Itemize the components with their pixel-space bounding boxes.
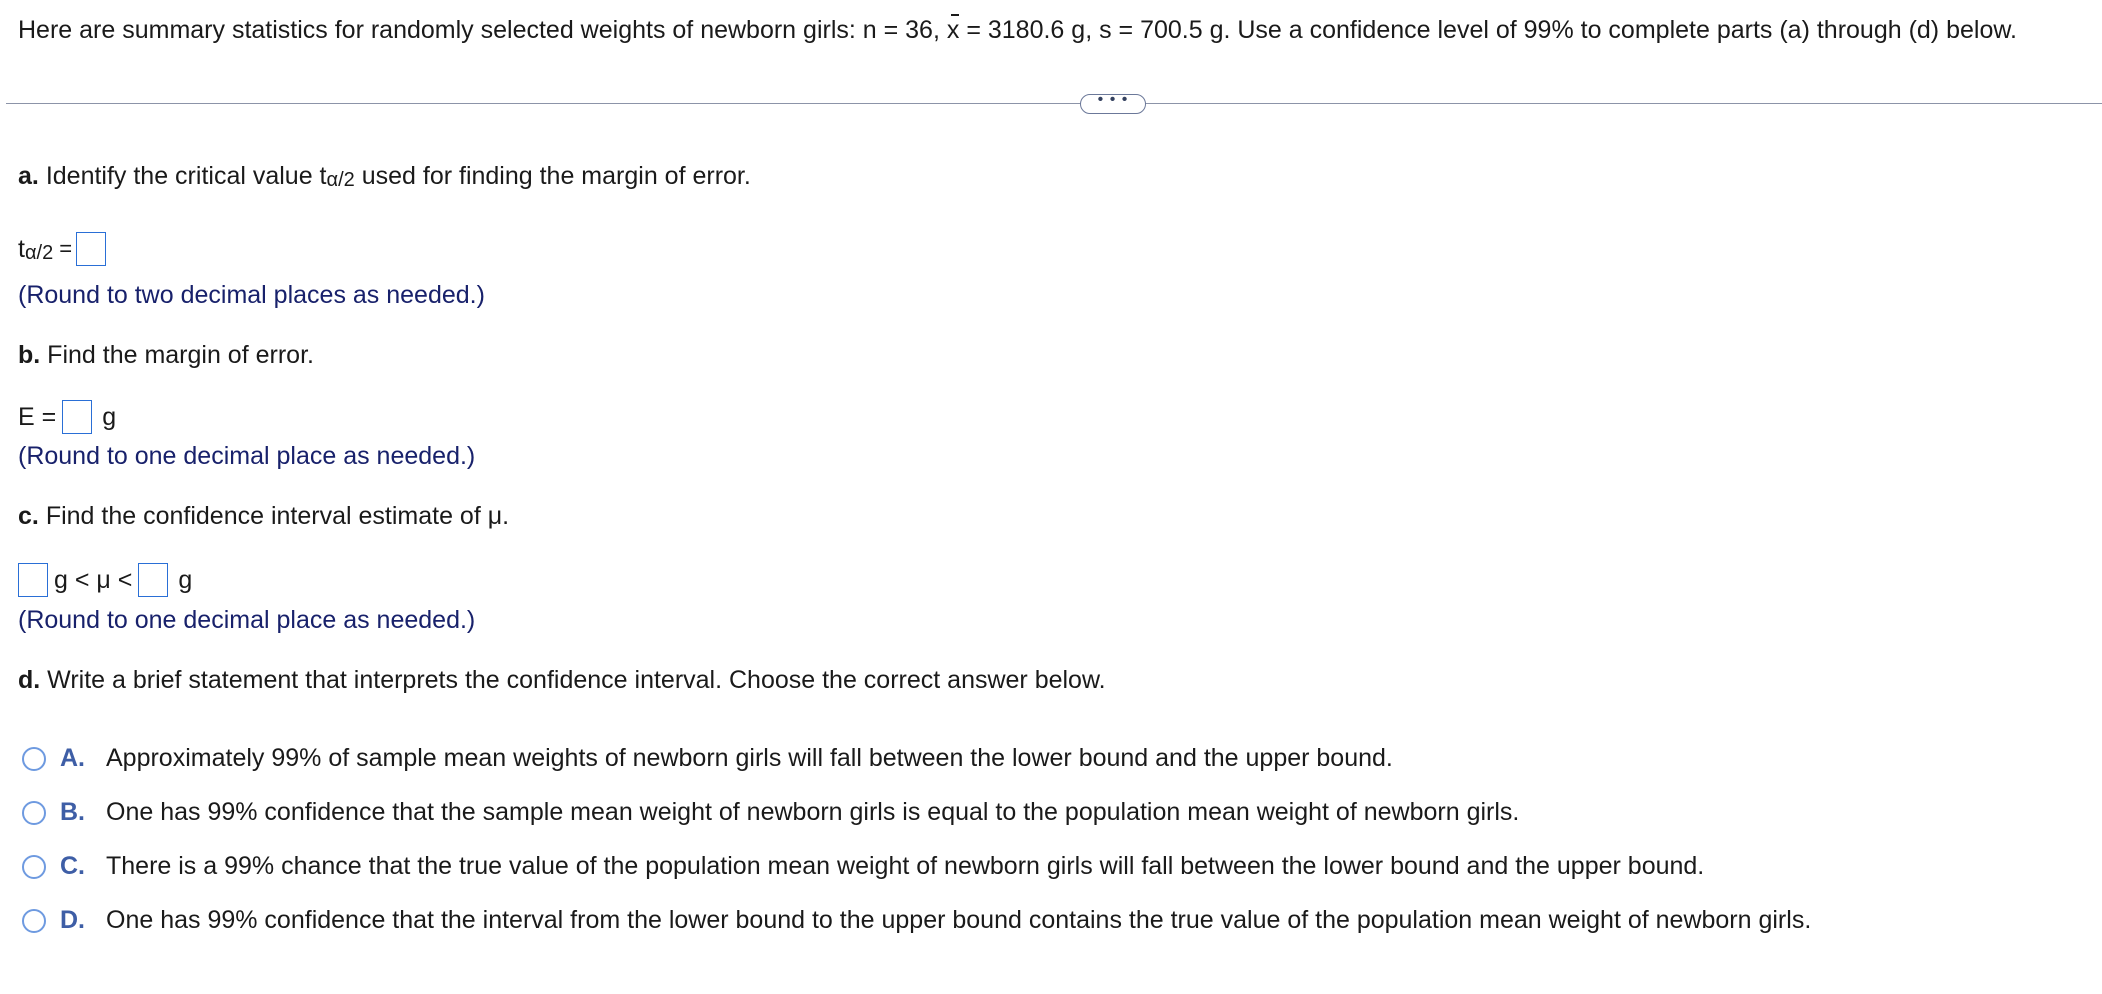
lower-bound-input[interactable] [18,563,48,597]
option-d-letter: D. [60,906,85,934]
option-d-radio[interactable] [22,909,46,933]
xbar-symbol: x [946,16,960,44]
option-d-text: One has 99% confidence that the interval from the lower bound to the upper bound contains the true value of the population mean weight of newborn girls. [106,906,1812,934]
option-b[interactable] [22,798,1519,827]
part-c-letter: c. [18,502,39,530]
part-b-answer-row [18,400,116,434]
more-options-button[interactable]: • • • [1080,94,1146,114]
option-c-text: There is a 99% chance that the true value of the population mean weight of newborn girls will fall between the lower bound and the upper bound. [106,852,1705,880]
critical-value-input[interactable] [76,232,106,266]
stem-suffix: = 3180.6 g, s = 700.5 g. Use a confidence level of 99% to complete parts (a) through (d) below. [966,16,2017,44]
margin-of-error-input[interactable] [62,400,92,434]
option-c-letter: C. [60,852,85,880]
t-label [18,235,53,264]
part-c-hint: (Round to one decimal place as needed.) [18,606,476,634]
option-b-letter: B. [60,798,85,826]
part-d-prompt [18,666,1106,695]
option-c-radio[interactable] [22,855,46,879]
part-d-letter: d. [18,666,41,694]
part-a-letter: a. [18,162,39,190]
option-b-text: One has 99% confidence that the sample mean weight of newborn girls is equal to the population mean weight of newborn girls. [106,798,1520,826]
part-b-text: Find the margin of error. [47,341,314,369]
part-a-text: Identify the critical value t [45,162,327,190]
interval-unit: g [178,565,193,594]
stem-prefix: Here are summary statistics for randomly selected weights of newborn girls: n = 36, [18,16,940,44]
option-c[interactable] [22,852,1704,881]
part-b-hint: (Round to one decimal place as needed.) [18,442,476,470]
t-equals: = [59,236,73,261]
problem-statement [18,16,2017,45]
part-a-answer-row [18,232,106,266]
part-a-hint: (Round to two decimal places as needed.) [18,281,485,309]
section-divider [6,103,2102,104]
part-c-prompt [18,502,509,531]
option-d[interactable] [22,906,1811,935]
part-a-text-end: used for finding the margin of error. [361,162,751,190]
part-c-text: Find the confidence interval estimate of μ. [45,502,510,530]
e-label: E = [18,402,57,431]
part-a-subscript: α/2 [326,169,355,191]
part-b-prompt [18,341,314,370]
option-a-radio[interactable] [22,747,46,771]
t-subscript: α/2 [24,241,54,264]
part-b-letter: b. [18,341,41,369]
option-b-radio[interactable] [22,801,46,825]
t-letter: t [18,234,25,263]
part-a-prompt [18,162,751,191]
interval-middle: g < μ < [54,565,133,594]
option-a[interactable] [22,744,1393,773]
part-d-text: Write a brief statement that interprets the confidence interval. Choose the correct answer below. [47,666,1106,694]
option-a-letter: A. [60,744,85,772]
upper-bound-input[interactable] [138,563,168,597]
part-c-answer-row [18,563,192,597]
option-a-text: Approximately 99% of sample mean weights of newborn girls will fall between the lower bound and the upper bound. [106,744,1393,772]
e-unit: g [102,402,117,431]
